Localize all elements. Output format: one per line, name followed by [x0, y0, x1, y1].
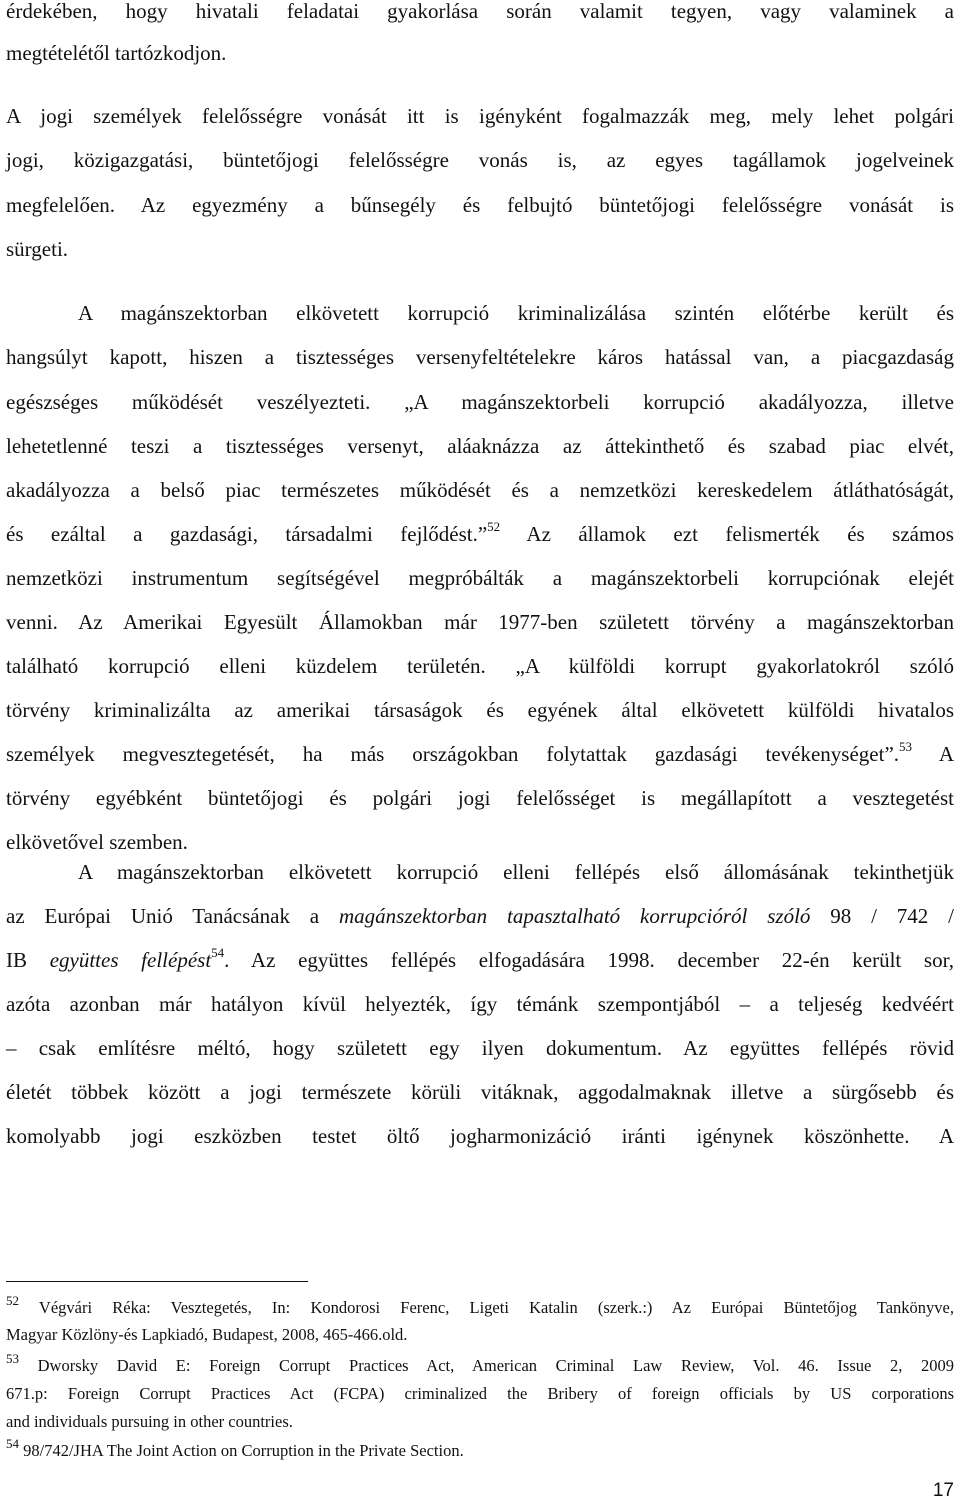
text-line: azóta azonban már hatályon kívül helyezték, így témánk szempontjából – a teljeség kedvéért [6, 992, 954, 1016]
text-span: Az államok ezt felismerték és számos [500, 522, 954, 546]
text-line: megfelelően. Az egyezmény a bűnsegély és felbujtó büntetőjogi felelősségre vonását is [6, 193, 954, 217]
text-line: törvény kriminalizálta az amerikai társaságok és egyének által elkövetett külföldi hivatalos [6, 698, 954, 722]
text-span: . Az együttes fellépés elfogadására 1998. december 22-én került sor, [224, 948, 955, 972]
text-line: A jogi személyek felelősségre vonását itt is igényként fogalmazzák meg, mely lehet polgári [6, 104, 954, 128]
footnote-ref-53[interactable]: 53 [899, 739, 913, 754]
text-line: venni. Az Amerikai Egyesült Államokban már 1977-ben született törvény a magánszektorban [6, 610, 954, 634]
text-line [6, 519, 954, 549]
footnote-number: 54 [6, 1435, 19, 1451]
footnote-line [6, 1292, 954, 1319]
text-line: életét többek között a jogi természete körüli vitáknak, aggodalmaknak illetve a sürgősebb és [6, 1080, 954, 1104]
text-line: megtételétől tartózkodjon. [6, 41, 227, 65]
text-line: található korrupció elleni küzdelem területén. „A külföldi korrupt gyakorlatokról szóló [6, 654, 954, 678]
footnote-ref-52[interactable]: 52 [487, 519, 501, 534]
text-span: Dworsky David E: Foreign Corrupt Practices Act, American Criminal Law Review, Vol. 46. Issue 2, 2009 [19, 1356, 954, 1375]
text-span: 98/742/JHA The Joint Action on Corruption in the Private Section. [19, 1441, 464, 1460]
footnote-line: Magyar Közlöny-és Lapkiadó, Budapest, 2008, 465-466.old. [6, 1325, 408, 1344]
text-span: A [912, 742, 954, 766]
footnote-line [6, 1350, 954, 1377]
text-span: személyek megvesztegetését, ha más országokban folytattak gazdasági tevékenységet”. [6, 742, 900, 766]
document-title-italic: magánszektorban tapasztalható korrupcióról szóló [338, 904, 811, 928]
footnote-number: 53 [6, 1350, 19, 1366]
text-line: hangsúlyt kapott, hiszen a tisztességes versenyfeltételekre káros hatással van, a piacgazdaság [6, 345, 954, 369]
text-line: nemzetközi instrumentum segítségével megpróbálták a magánszektorbeli korrupciónak elejét [6, 566, 954, 590]
text-line [6, 945, 954, 975]
text-line: – csak említésre méltó, hogy született egy ilyen dokumentum. Az együttes fellépés rövid [6, 1036, 954, 1060]
text-line: lehetetlenné teszi a tisztességes versenyt, aláaknázza az áttekinthető és szabad piac elvét, [6, 434, 954, 458]
page-number: 17 [932, 1480, 954, 1501]
text-line: A magánszektorban elkövetett korrupció kriminalizálása szintén előtérbe került és [78, 301, 954, 325]
text-span: és ezáltal a gazdasági, társadalmi fejlődést.” [6, 522, 488, 546]
text-line: törvény egyébként büntetőjogi és polgári jogi felelősséget is megállapított a vesztegetést [6, 786, 954, 810]
text-line: egészséges működését veszélyezteti. „A magánszektorbeli korrupció akadályozza, illetve [6, 390, 954, 414]
text-span: IB [6, 948, 50, 972]
text-line [6, 901, 954, 931]
text-span: Végvári Réka: Vesztegetés, In: Kondorosi Ferenc, Ligeti Katalin (szerk.:) Az Európai Büntetőjog Tankönyve, [19, 1298, 954, 1317]
text-line: sürgeti. [6, 237, 69, 261]
document-title-italic: együttes fellépést [49, 948, 212, 972]
footnote-line: 671.p: Foreign Corrupt Practices Act (FCPA) criminalized the Bribery of foreign officials by US corporations [6, 1384, 954, 1403]
text-line: elkövetővel szemben. [6, 830, 188, 854]
text-line: A magánszektorban elkövetett korrupció elleni fellépés első állomásának tekinthetjük [78, 860, 954, 884]
text-line: jogi, közigazgatási, büntetőjogi felelősségre vonás is, az egyes tagállamok jogelveinek [6, 148, 954, 172]
footnote-ref-54[interactable]: 54 [211, 945, 225, 960]
text-span: 98 / 742 / [810, 904, 954, 928]
text-line [6, 739, 954, 769]
text-line: komolyabb jogi eszközben testet öltő jogharmonizáció iránti igénynek köszönhette. A [6, 1124, 954, 1148]
text-span: az Európai Unió Tanácsának a [6, 904, 339, 928]
footnote-number: 52 [6, 1292, 19, 1308]
footnote-line [6, 1435, 954, 1462]
text-line: érdekében, hogy hivatali feladatai gyakorlása során valamit tegyen, vagy valaminek a [6, 0, 954, 23]
footnote-line: and individuals pursuing in other countries. [6, 1412, 293, 1431]
text-line: akadályozza a belső piac természetes működését és a nemzetközi kereskedelem átláthatóságát, [6, 478, 954, 502]
footnote-separator [6, 1281, 308, 1282]
